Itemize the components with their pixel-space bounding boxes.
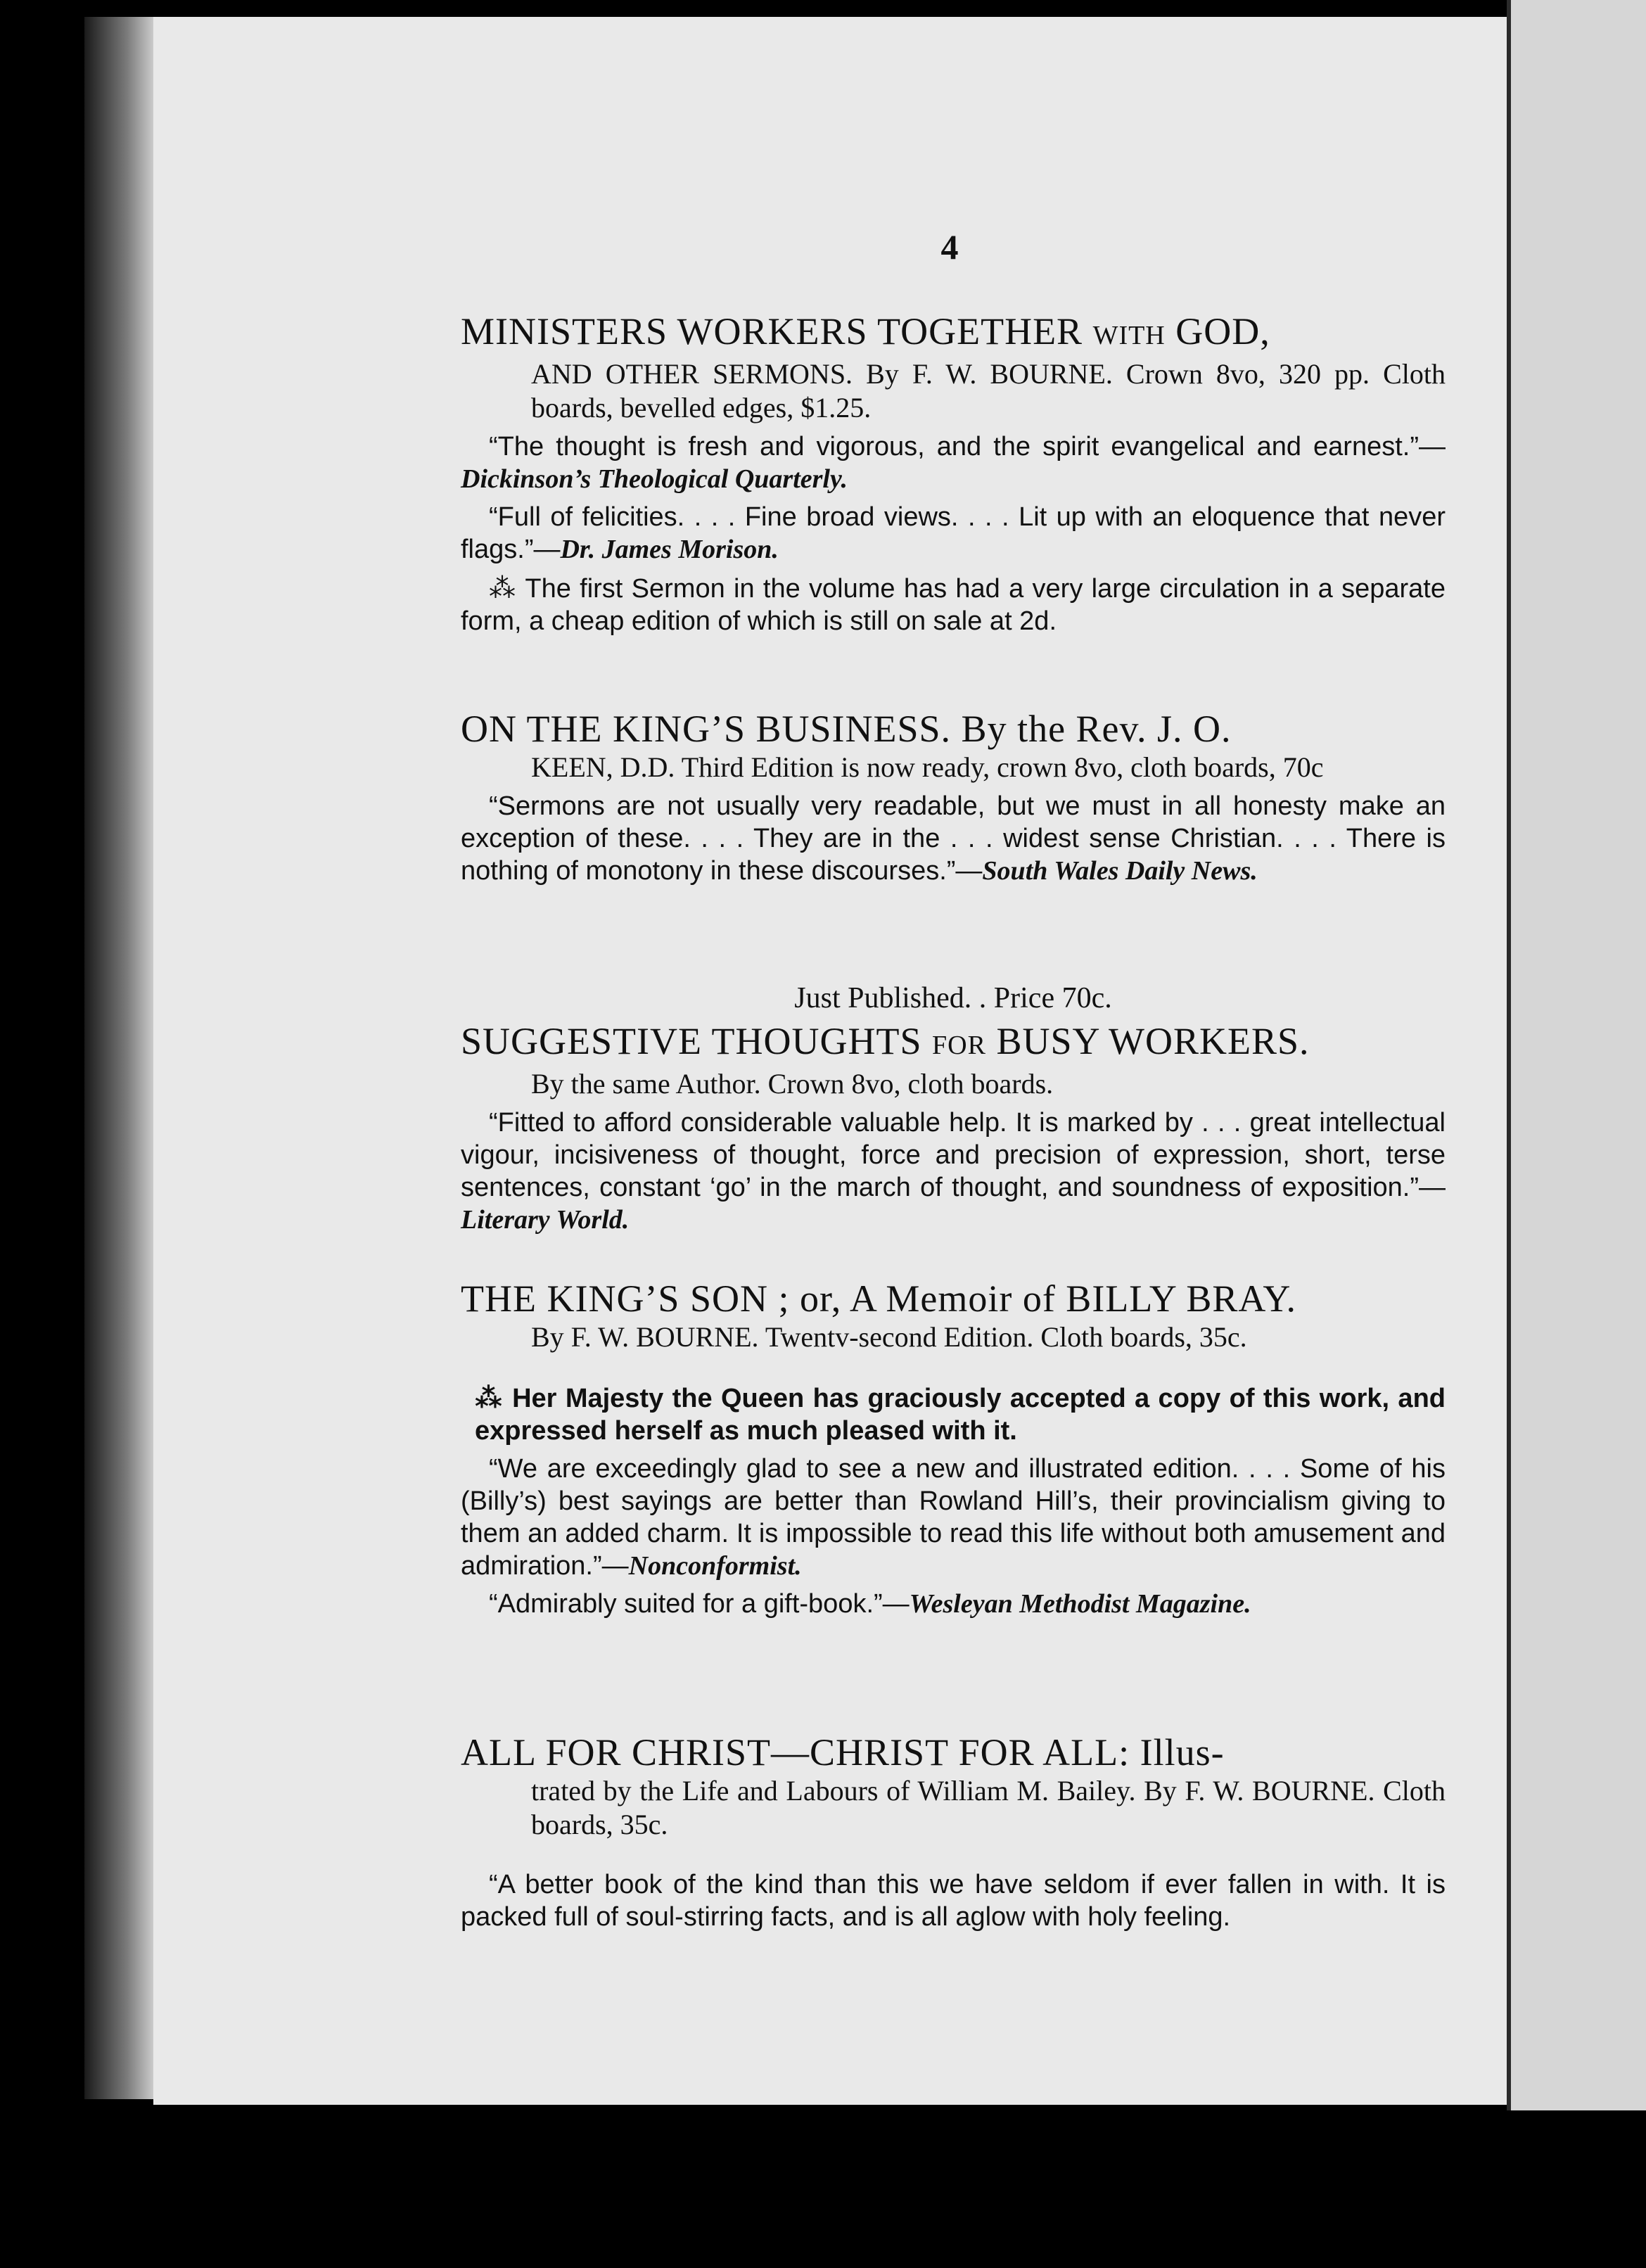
quote-source: Dr. James Morison. [560,535,779,564]
book-details: By F. W. BOURNE. Twentv-second Edition. Cloth boards, 35c. [531,1321,1247,1353]
review-quote [461,1588,1446,1620]
book-title [461,310,1446,357]
title-text: SUGGESTIVE THOUGHTS [461,1020,922,1062]
review-quote [461,790,1446,887]
review-quote [461,431,1446,495]
title-text: MINISTERS WORKERS TOGETHER [461,310,1083,352]
book-title: THE KING’S SON ; or, A Memoir of BILLY BRAY. [461,1278,1296,1320]
page-number: 4 [940,227,959,267]
title-text: WITH [1092,321,1166,350]
edition-note: ⁂ The first Sermon in the volume has had a very large circulation in a separate form, a cheap edition of which is still on sale at 2d. [461,574,1446,636]
book-details: KEEN, D.D. Third Edition is now ready, crown 8vo, cloth boards, 70c [531,751,1324,783]
quote-text: “Fitted to afford considerable valuable help. It is marked by . . . great intellectual vigour, incisiveness of thought, force and precision of expression, short, terse sentences, constant ‘go’ in the march of thought, and soundness of exposition.”— [461,1108,1446,1202]
review-quote: “A better book of the kind than this we have seldom if ever fallen in with. It is packed full of soul-stirring facts, and is all aglow with holy feeling. [461,1870,1446,1932]
book-details: By the same Author. Crown 8vo, cloth boards. [531,1068,1054,1100]
royal-note: ⁂ Her Majesty the Queen has graciously accepted a copy of this work, and expressed herself as much pleased with it. [475,1384,1446,1446]
quote-source: South Wales Daily News. [982,856,1258,886]
book-entry-kings-son [461,1277,1446,1620]
title-text: BUSY WORKERS. [996,1020,1310,1062]
title-text: GOD, [1175,310,1270,352]
review-quote [461,501,1446,566]
book-details: trated by the Life and Labours of William M. Bailey. By F. W. BOURNE. Cloth boards, 35c. [531,1775,1446,1840]
publication-notice: Just Published. . Price 70c. [794,982,1112,1014]
quote-text: “Admirably suited for a gift-book.”— [489,1589,910,1619]
quote-source: Wesleyan Methodist Magazine. [909,1589,1251,1619]
book-title: ALL FOR CHRIST—CHRIST FOR ALL: Illus- [461,1731,1225,1773]
quote-text: “Full of felicities. . . . Fine broad views. . . . Lit up with an eloquence that never flags.”— [461,502,1446,564]
quote-text: “We are exceedingly glad to see a new and illustrated edition. . . . Some of his (Billy’s) best sayings are better than Rowland Hill’s, their provincialism giving to them an added charm. It is impossible to read this life without both amusement and admiration.”— [461,1454,1446,1581]
book-details: AND OTHER SERMONS. By F. W. BOURNE. Crown 8vo, 320 pp. Cloth boards, bevelled edges, $1.25. [531,358,1446,423]
book-title: ON THE KING’S BUSINESS. By the Rev. J. O. [461,708,1232,750]
quote-source: Literary World. [461,1205,630,1235]
book-entry-ministers [461,310,1446,637]
quote-source: Dickinson’s Theological Quarterly. [461,464,848,494]
book-entry-suggestive-thoughts [461,981,1446,1236]
title-text: FOR [932,1031,986,1060]
book-entry-all-for-christ [461,1731,1446,1933]
quote-source: Nonconformist. [628,1551,802,1581]
adjacent-page-strip [1507,0,1646,2110]
quote-text: “The thought is fresh and vigorous, and the spirit evangelical and earnest.”— [489,432,1446,461]
quote-text: “Sermons are not usually very readable, but we must in all honesty make an exception of these. . . . They are in the . . . widest sense Christian. . . . There is nothing of monotony in these discourses.”— [461,791,1446,886]
review-quote [461,1453,1446,1582]
page-edge [84,17,155,2099]
review-quote [461,1107,1446,1236]
book-entry-kings-business [461,707,1446,887]
book-title [461,1019,1446,1067]
